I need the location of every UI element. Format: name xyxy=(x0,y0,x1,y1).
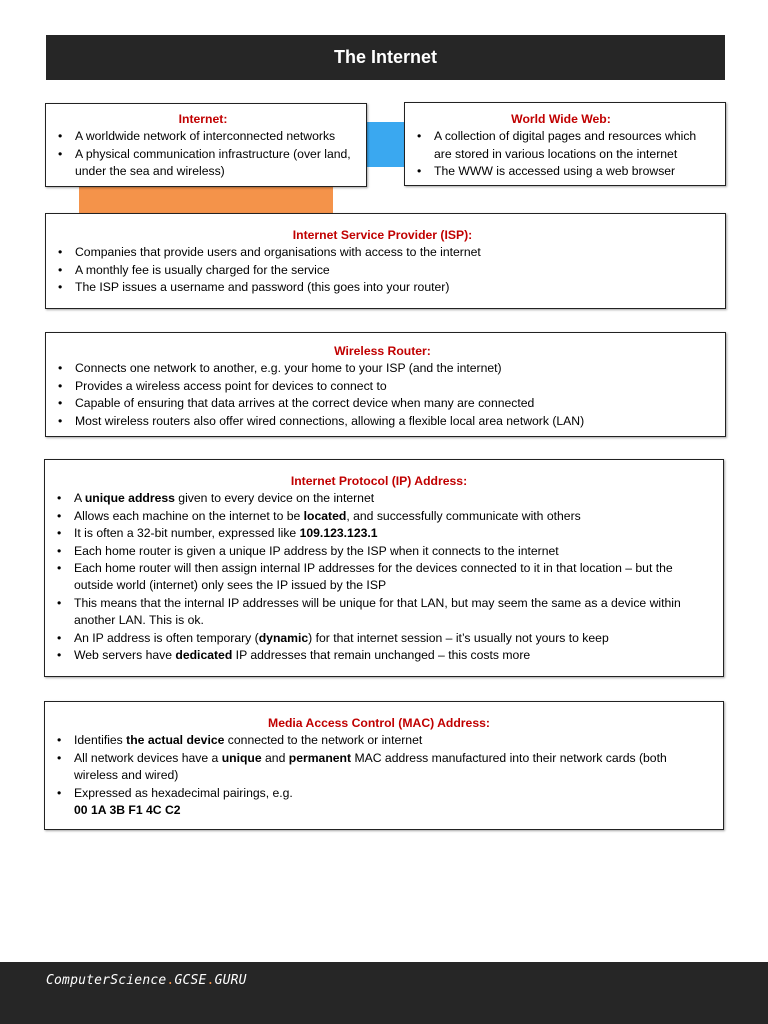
list-item: • A physical communication infrastructure (over land, under the sea and wireless) xyxy=(46,146,360,181)
list-item: • Connects one network to another, e.g. your home to your ISP (and the internet) xyxy=(46,360,719,377)
www-box xyxy=(404,102,726,186)
list-item: • Each home router will then assign internal IP addresses for the devices connected to it in that location – but the outside world (internet) only sees the IP issued by the ISP xyxy=(45,560,713,595)
www-list xyxy=(405,128,717,180)
internet-box xyxy=(45,103,367,187)
mac-heading: Media Access Control (MAC) Address: xyxy=(268,716,490,730)
mac-box xyxy=(44,701,724,830)
router-heading: Wireless Router: xyxy=(334,344,431,358)
list-item: • This means that the internal IP addresses will be unique for that LAN, but may seem the same as a device within another LAN. This is ok. xyxy=(45,595,713,630)
mac-example: 00 1A 3B F1 4C C2 xyxy=(74,803,181,818)
list-item: • Expressed as hexadecimal pairings, e.g. 00 1A 3B F1 4C C2 xyxy=(45,785,713,820)
list-item: • Capable of ensuring that data arrives at the correct device when many are connected xyxy=(46,395,719,412)
internet-list xyxy=(46,128,360,180)
list-item: • Web servers have dedicated IP addresses that remain unchanged – this costs more xyxy=(45,647,713,664)
connector-orange xyxy=(79,186,333,213)
list-item: • It is often a 32-bit number, expressed like 109.123.123.1 xyxy=(45,525,713,542)
list-item: • A unique address given to every device on the internet xyxy=(45,490,713,507)
list-item: • The WWW is accessed using a web browser xyxy=(405,163,717,180)
router-box xyxy=(45,332,726,437)
list-item: • A worldwide network of interconnected networks xyxy=(46,128,360,145)
mac-list xyxy=(45,732,713,819)
list-item: • Provides a wireless access point for devices to connect to xyxy=(46,378,719,395)
footer xyxy=(0,962,768,1024)
list-item: • A collection of digital pages and resources which are stored in various locations on the internet xyxy=(405,128,717,163)
www-heading: World Wide Web: xyxy=(511,112,611,126)
isp-heading: Internet Service Provider (ISP): xyxy=(292,228,473,242)
list-item: • Identifies the actual device connected to the network or internet xyxy=(45,732,713,749)
internet-heading: Internet: xyxy=(178,112,228,126)
ip-heading: Internet Protocol (IP) Address: xyxy=(290,474,468,488)
page-title-bar xyxy=(46,35,725,80)
list-item: • Most wireless routers also offer wired connections, allowing a flexible local area network (LAN) xyxy=(46,413,719,430)
list-item: • The ISP issues a username and password (this goes into your router) xyxy=(46,279,719,296)
list-item: • Allows each machine on the internet to be located, and successfully communicate with others xyxy=(45,508,713,525)
ip-box xyxy=(44,459,724,677)
page-title: The Internet xyxy=(333,47,437,67)
router-list xyxy=(46,360,719,430)
isp-box xyxy=(45,213,726,309)
list-item: • A monthly fee is usually charged for the service xyxy=(46,262,719,279)
ip-list xyxy=(45,490,713,664)
isp-list xyxy=(46,244,719,296)
list-item: • An IP address is often temporary (dynamic) for that internet session – it’s usually not yours to keep xyxy=(45,630,713,647)
list-item: • All network devices have a unique and permanent MAC address manufactured into their network cards (both wireless and wired) xyxy=(45,750,713,785)
list-item: • Each home router is given a unique IP address by the ISP when it connects to the internet xyxy=(45,543,713,560)
footer-brand: ComputerScience.GCSE.GURU xyxy=(46,973,247,988)
list-item: • Companies that provide users and organisations with access to the internet xyxy=(46,244,719,261)
connector-blue xyxy=(366,122,406,167)
